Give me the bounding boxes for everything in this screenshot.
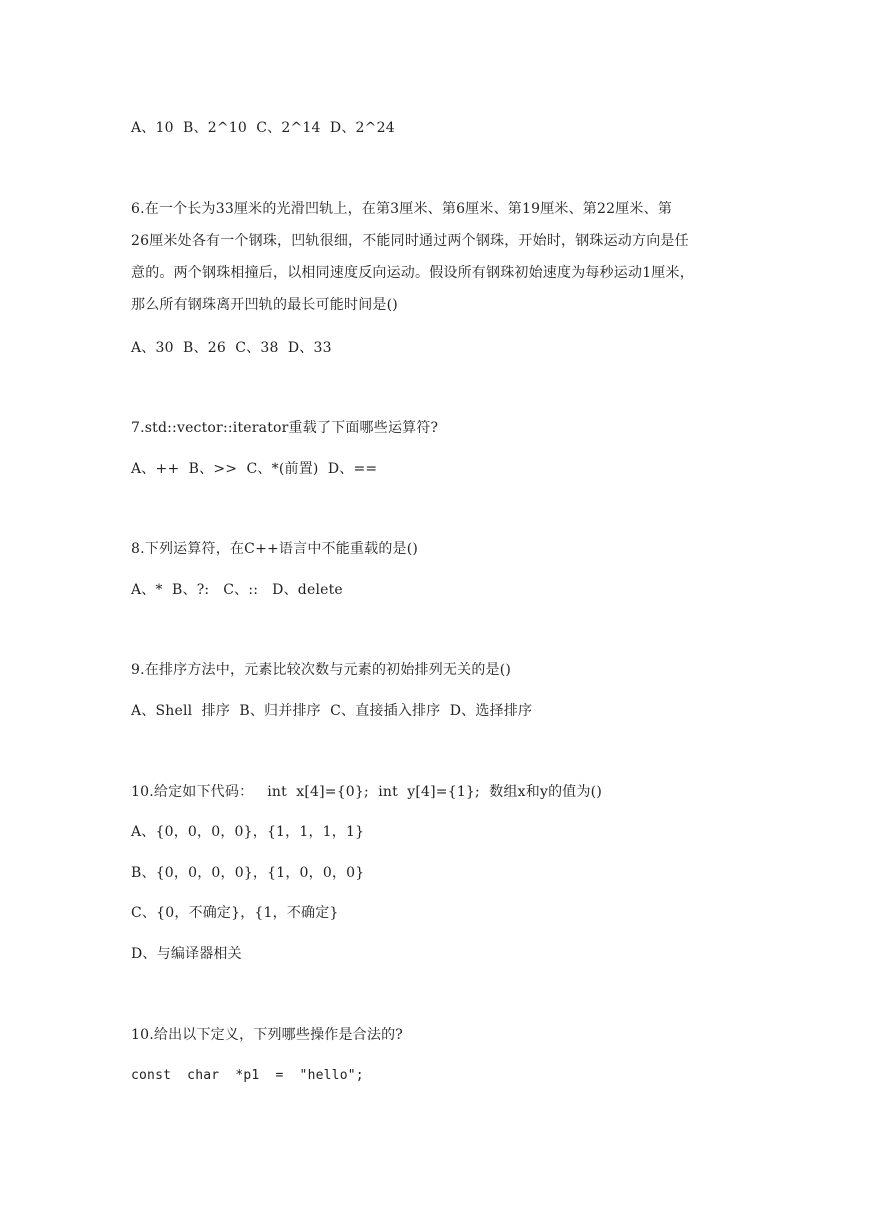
q10a-question: 10.给定如下代码： int x[4]={0}; int y[4]={1}; 数组x和y的值为() (131, 784, 602, 800)
q7-options: A、++ B、>> C、*(前置) D、== (131, 461, 378, 477)
q8-question: 8.下列运算符，在C++语言中不能重载的是() (131, 541, 419, 557)
q6-text-line-2: 26厘米处各有一个钢珠，凹轨很细，不能同时通过两个钢珠，开始时，钢珠运动方向是任 (131, 233, 689, 249)
q10a-option-a: A、{0，0，0，0}，{1，1，1，1} (131, 824, 365, 840)
q6-options: A、30 B、26 C、38 D、33 (131, 340, 332, 356)
q10a-option-c: C、{0，不确定}，{1，不确定} (131, 905, 339, 921)
q10a-option-b: B、{0，0，0，0}，{1，0，0，0} (131, 865, 365, 881)
q10b-code-line: const char *p1 = "hello"; (131, 1068, 364, 1083)
q6-text-line-1: 6.在一个长为33厘米的光滑凹轨上，在第3厘米、第6厘米、第19厘米、第22厘米、第 (131, 201, 673, 217)
q6-text-line-4: 那么所有钢珠离开凹轨的最长可能时间是() (131, 297, 398, 313)
q10b-question: 10.给出以下定义，下列哪些操作是合法的? (131, 1027, 403, 1043)
q5-options: A、10 B、2^10 C、2^14 D、2^24 (131, 120, 395, 136)
q6-text-line-3: 意的。两个钢珠相撞后，以相同速度反向运动。假设所有钢珠初始速度为每秒运动1厘米， (131, 265, 694, 281)
q9-options: A、Shell 排序 B、归并排序 C、直接插入排序 D、选择排序 (131, 703, 533, 719)
q10a-option-d: D、与编译器相关 (131, 946, 242, 962)
q9-question: 9.在排序方法中，元素比较次数与元素的初始排列无关的是() (131, 662, 512, 678)
q8-options: A、* B、?: C、:: D、delete (131, 582, 343, 598)
q7-question: 7.std::vector::iterator重载了下面哪些运算符? (131, 420, 439, 436)
